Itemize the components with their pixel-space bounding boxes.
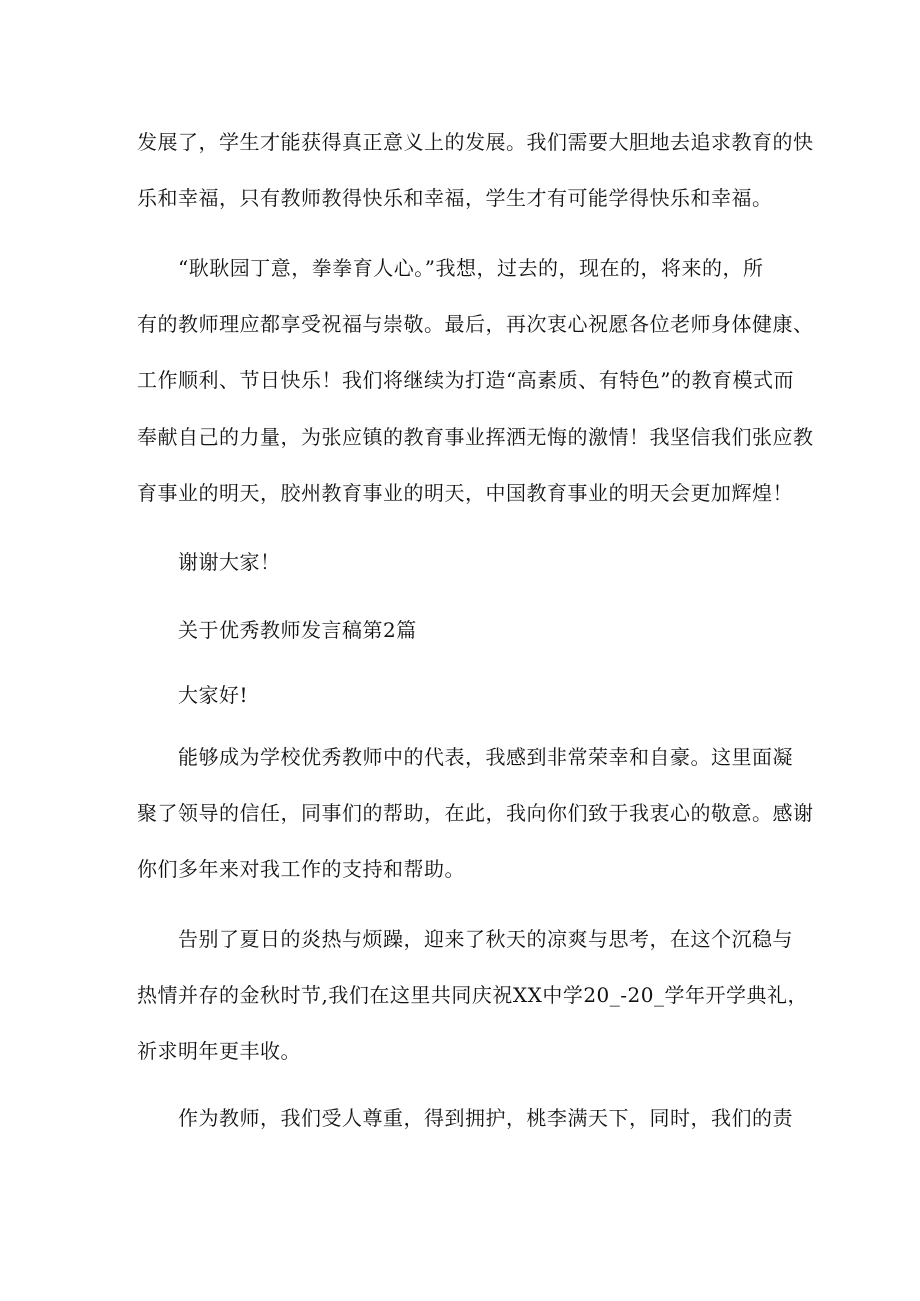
greeting-line: 大家好! <box>178 683 249 707</box>
paragraph-line: 能够成为学校优秀教师中的代表，我感到非常荣幸和自豪。这里面凝 <box>178 745 793 769</box>
paragraph-line: 发展了，学生才能获得真正意义上的发展。我们需要大胆地去追求教育的快 <box>137 130 814 154</box>
paragraph-line: 你们多年来对我工作的支持和帮助。 <box>137 857 465 881</box>
paragraph-line: 有的教师理应都享受祝福与崇敬。最后，再次衷心祝愿各位老师身体健康、 <box>137 312 814 336</box>
paragraph-line: 告别了夏日的炎热与烦躁，迎来了秋天的凉爽与思考，在这个沉稳与 <box>178 927 793 951</box>
paragraph-line: 乐和幸福，只有教师教得快乐和幸福，学生才有可能学得快乐和幸福。 <box>137 186 773 210</box>
closing-line: 谢谢大家！ <box>178 550 281 574</box>
paragraph-line: 祈求明年更丰收。 <box>137 1039 301 1063</box>
paragraph-line: 工作顺利、节日快乐！我们将继续为打造“高素质、有特色”的教育模式而 <box>137 368 794 392</box>
paragraph-line: 热情并存的金秋时节,我们在这里共同庆祝XX中学20_-20_学年开学典礼， <box>137 983 808 1007</box>
paragraph-line: 奉献自己的力量，为张应镇的教育事业挥洒无悔的激情！我坚信我们张应教 <box>137 425 814 449</box>
paragraph-line: 育事业的明天，胶州教育事业的明天，中国教育事业的明天会更加辉煌！ <box>137 481 793 505</box>
paragraph-line: 作为教师，我们受人尊重，得到拥护，桃李满天下，同时，我们的责 <box>178 1106 793 1130</box>
paragraph-line: 聚了领导的信任，同事们的帮助，在此，我向你们致于我衷心的敬意。感谢 <box>137 801 814 825</box>
section-heading: 关于优秀教师发言稿第2篇 <box>178 618 417 642</box>
paragraph-line: “耿耿园丁意，拳拳育人心。”我想，过去的，现在的，将来的，所 <box>178 256 764 280</box>
